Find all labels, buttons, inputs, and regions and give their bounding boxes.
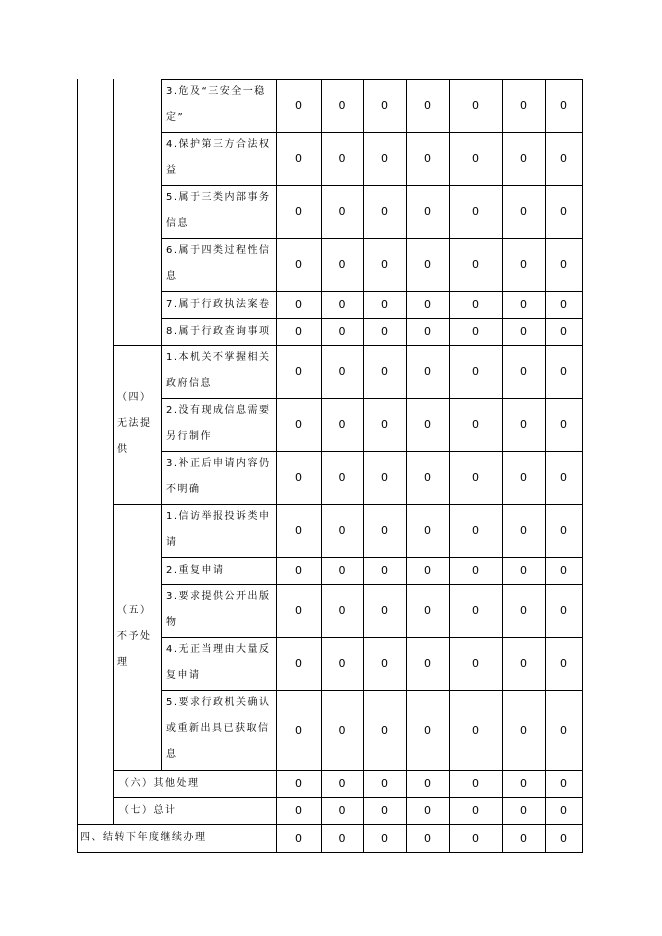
row-value: 0 [338,152,346,165]
row-value: 0 [381,298,388,311]
row-value: 0 [338,365,346,378]
row-value: 0 [472,604,479,617]
other-row-value: 0 [338,777,346,790]
row-value: 0 [424,99,431,112]
row-label: 1.信访举报投诉类申请 [166,511,271,548]
final-row-value: 0 [472,831,479,845]
row-value: 0 [424,657,431,670]
row-label: 3.危及“三安全一稳定” [166,86,266,123]
row-value: 0 [560,723,567,737]
row-value: 0 [381,723,388,737]
row-value: 0 [338,604,346,617]
row-value: 0 [560,657,567,670]
row-value: 0 [472,325,479,338]
row-label: 2.没有现成信息需要另行制作 [166,405,271,442]
final-row-value: 0 [520,831,527,845]
row-value: 0 [295,205,302,218]
row-value: 0 [472,205,479,218]
row-value: 0 [520,564,527,577]
other-row-value: 0 [472,804,479,817]
row-value: 0 [381,365,388,378]
row-value: 0 [472,258,479,271]
row-label: 3.要求提供公开出版物 [166,591,271,628]
row-value: 0 [338,99,346,112]
final-row-value: 0 [381,831,388,845]
row-value: 0 [295,258,302,271]
row-value: 0 [472,471,479,484]
table-border [77,79,78,853]
row-value: 0 [295,325,302,338]
row-value: 0 [560,99,567,112]
row-value: 0 [424,152,431,165]
row-value: 0 [560,258,567,271]
row-value: 0 [381,604,388,617]
row-value: 0 [338,723,346,737]
row-value: 0 [472,365,479,378]
row-value: 0 [338,418,346,431]
row-value: 0 [520,471,527,484]
row-value: 0 [295,524,302,537]
other-row-value: 0 [381,804,388,817]
row-label: 4.无正当理由大量反复申请 [166,644,271,681]
row-value: 0 [295,298,302,311]
other-row-value: 0 [560,804,567,817]
final-row-value: 0 [338,831,346,845]
row-value: 0 [295,723,302,737]
row-value: 0 [520,723,527,737]
row-value: 0 [381,657,388,670]
row-value: 0 [560,205,567,218]
other-row-label: （七）总计 [119,805,177,816]
row-value: 0 [424,524,431,537]
row-value: 0 [424,418,431,431]
row-value: 0 [381,99,388,112]
row-value: 0 [560,365,567,378]
final-row-value: 0 [560,831,567,845]
row-value: 0 [424,365,431,378]
other-row-value: 0 [338,804,346,817]
row-value: 0 [424,471,431,484]
row-value: 0 [520,258,527,271]
other-row-value: 0 [424,804,431,817]
row-label: 2.重复申请 [166,565,225,576]
final-row-label: 四、结转下年度继续办理 [80,832,207,843]
table-border [582,79,583,853]
row-value: 0 [472,524,479,537]
other-row-value: 0 [520,777,527,790]
table-border [113,79,114,825]
row-value: 0 [338,471,346,484]
row-value: 0 [560,152,567,165]
row-value: 0 [381,205,388,218]
row-value: 0 [560,298,567,311]
other-row-value: 0 [295,777,302,790]
row-value: 0 [338,325,346,338]
row-value: 0 [424,325,431,338]
row-value: 0 [472,298,479,311]
row-value: 0 [560,471,567,484]
row-label: 4.保护第三方合法权益 [166,139,271,176]
row-value: 0 [381,564,388,577]
group-label: （五）不予处理 [117,605,152,668]
other-row-label: （六）其他处理 [119,778,200,789]
row-label: 5.属于三类内部事务信息 [166,192,271,229]
row-value: 0 [295,564,302,577]
row-value: 0 [560,564,567,577]
row-label: 8.属于行政查询事项 [166,326,271,337]
row-label: 7.属于行政执法案卷 [166,299,271,310]
row-value: 0 [381,325,388,338]
row-value: 0 [520,365,527,378]
row-value: 0 [520,418,527,431]
row-value: 0 [520,152,527,165]
other-row-value: 0 [520,804,527,817]
row-value: 0 [295,99,302,112]
row-value: 0 [338,258,346,271]
row-value: 0 [338,564,346,577]
row-value: 0 [295,471,302,484]
row-value: 0 [295,657,302,670]
row-value: 0 [520,298,527,311]
row-value: 0 [295,604,302,617]
row-label: 6.属于四类过程性信息 [166,245,271,282]
row-value: 0 [381,471,388,484]
row-value: 0 [520,205,527,218]
row-label: 5.要求行政机关确认或重新出具已获取信息 [166,697,271,760]
other-row-value: 0 [472,777,479,790]
row-value: 0 [424,258,431,271]
row-value: 0 [520,99,527,112]
row-value: 0 [520,325,527,338]
table-border [77,852,583,853]
other-row-value: 0 [295,804,302,817]
row-value: 0 [295,418,302,431]
row-value: 0 [424,564,431,577]
row-label: 3.补正后申请内容仍不明确 [166,458,271,495]
row-value: 0 [472,99,479,112]
group-label: （四）无法提供 [117,392,152,455]
row-value: 0 [472,564,479,577]
row-value: 0 [424,604,431,617]
final-row-value: 0 [295,831,302,845]
row-value: 0 [338,205,346,218]
row-value: 0 [338,298,346,311]
row-value: 0 [295,152,302,165]
row-value: 0 [381,152,388,165]
statistics-table [77,79,583,853]
row-value: 0 [520,657,527,670]
row-value: 0 [472,723,479,737]
row-label: 1.本机关不掌握相关政府信息 [166,352,271,389]
other-row-value: 0 [560,777,567,790]
table-border [161,79,162,771]
table-border [77,852,114,853]
row-value: 0 [520,604,527,617]
row-value: 0 [560,604,567,617]
row-value: 0 [381,524,388,537]
row-value: 0 [560,418,567,431]
row-value: 0 [472,418,479,431]
row-value: 0 [472,657,479,670]
row-value: 0 [424,723,431,737]
row-value: 0 [295,365,302,378]
row-value: 0 [338,657,346,670]
row-value: 0 [381,258,388,271]
row-value: 0 [338,524,346,537]
row-value: 0 [560,524,567,537]
row-value: 0 [381,418,388,431]
row-value: 0 [560,325,567,338]
row-value: 0 [424,298,431,311]
row-value: 0 [424,205,431,218]
row-value: 0 [520,524,527,537]
other-row-value: 0 [424,777,431,790]
other-row-value: 0 [381,777,388,790]
row-value: 0 [472,152,479,165]
final-row-value: 0 [424,831,431,845]
